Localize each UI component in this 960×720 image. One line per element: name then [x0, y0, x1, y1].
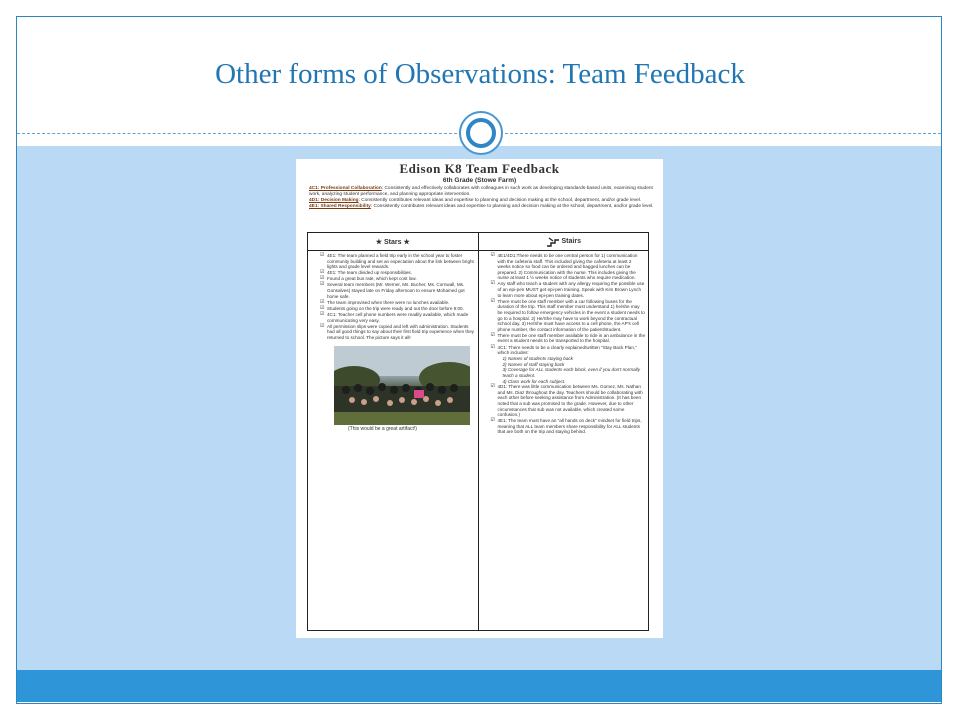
stay-back-plan-list	[503, 356, 646, 384]
title-divider-right	[505, 133, 941, 134]
standard-4e1: 4E1: Shared Responsibility: Consistently contributes relevant ideas and expertise to planning and decision making at the school, department, and/or grade level.	[309, 204, 654, 209]
list-item: ☑ 4E1: The team must have an "all hands on deck" mindset for field trips, meaning that ALL team members share responsibility for ALL students that are both on the trip and staying behind.	[490, 417, 642, 435]
stairs-icon	[546, 237, 560, 247]
standard-4d1: 4D1: Decision Making: Consistently contributes relevant ideas and expertise to planning and decision making at the school, department, and/or grade level.	[309, 198, 642, 203]
stairs-column	[478, 251, 649, 630]
group-photo-image	[334, 346, 470, 425]
list-item: ☑ Several team members (Mr. Werner, Ms. Bucher, Ms. Cornwall, Ms. Gonsalves) stayed late on Friday afternoon to ensure Mohamed got home safe.	[320, 281, 465, 299]
list-item: 2) Names of staff staying back	[502, 361, 565, 367]
list-item: ☑ There must be one staff member with a car following buses for the duration of the trip. This staff member must understand 1) he/she may be required to follow emergency vehicles in the event a student needs to go to a hospital. 2) He/She may have to work beyond the contractual school day. 3) He/She must have access to a cell phone, the AP's cell phone number, the contact information of the patient/student.	[490, 297, 645, 332]
list-item: ☑ 4C1: Teacher cell phone numbers were readily available, which made communicating very easy.	[320, 310, 469, 323]
standard-4c1: 4C1: Professional Collaboration: Consistently and effectively collaborates with colleagues in such work as developing standards-based units, examining student work, analyzing student performance, and planning appropriate intervention.	[309, 186, 653, 197]
title-divider-left	[17, 133, 457, 134]
standards-block	[296, 184, 663, 210]
table-header	[308, 233, 648, 251]
list-item: 1) Names of students staying back	[502, 356, 573, 362]
list-item: ☑ 4C1: There needs to be a clearly explained/written "Stay Back Plan," which includes:	[490, 343, 637, 356]
feedback-table	[307, 232, 649, 631]
list-item: 3) Coverage for ALL students each block, even if you don't normally teach a student.	[502, 367, 640, 378]
stars-column	[308, 251, 478, 630]
list-item: ☑ Found a great bus rate, which kept cost low.	[320, 275, 417, 282]
photo-caption: (This would be a great artifact!)	[348, 426, 417, 433]
list-item: ☑ Students going on the trip were ready and out the door before 9:00.	[320, 304, 464, 311]
team-feedback-document	[296, 159, 663, 638]
stairs-header: Stairs	[478, 233, 649, 250]
list-item: ☑ The team improvised when there were no lunches available.	[320, 298, 450, 305]
table-body	[308, 251, 648, 630]
list-item: ☑ 4E1/4D1:There needs to be one central person for 1) communication with the cafeteria staff. This included giving the cafeteria at least 2 weeks notice so food can be ordered and bagged lunches can be prepared. 2) Communication with the nurse. This includes giving the nurse at least 1 ½ weeks notice of students who require medication.	[490, 252, 638, 281]
list-item: ☑ Any staff who teach a student with any allergy requiring the possible use of an epi-pen MUST get epi-pen training. Speak with Kim Brown Lynch to learn more about epi-pen training dates.	[490, 280, 645, 298]
field-trip-group-photo	[334, 346, 470, 425]
list-item: ☑ 4E1: The team divided up responsibilities.	[320, 269, 412, 276]
list-item: 4) Class work for each subject.	[502, 378, 566, 384]
divider-ring-ornament	[459, 111, 503, 155]
list-item: ☑ 4E1: The team planned a field trip early in the school year to foster community building and set an expectation about the link between bright lights and grade level rewards.	[320, 252, 474, 270]
list-item: ☑ There must be one staff member available to ride in an ambulance in the event a student needs to be transported to the hospital.	[490, 331, 646, 344]
stars-header: ★ Stars ★	[375, 238, 410, 246]
list-item: ☑ 4D1: There was little communication between Ms. Gomez, Ms. Nathan and Ms. Diaz throughout the day. Teachers should be collaborating with each other before seeking assistance from Administration. (It has been noted that a sub was promised to the grade. However, due to other circumstances that sub was not available, which created some confusion.)	[490, 383, 643, 418]
slide-title: Other forms of Observations: Team Feedback	[215, 58, 745, 90]
bottom-accent-bar	[17, 670, 941, 702]
document-subtitle: 6th Grade (Stowe Farm)	[442, 177, 517, 184]
list-item: ☑ All permission slips were copied and left with administration. Students had all good things to say about their first field trip experience when they returned to school. The picture says it all!	[320, 322, 475, 340]
document-title: Edison K8 Team Feedback	[399, 161, 560, 176]
